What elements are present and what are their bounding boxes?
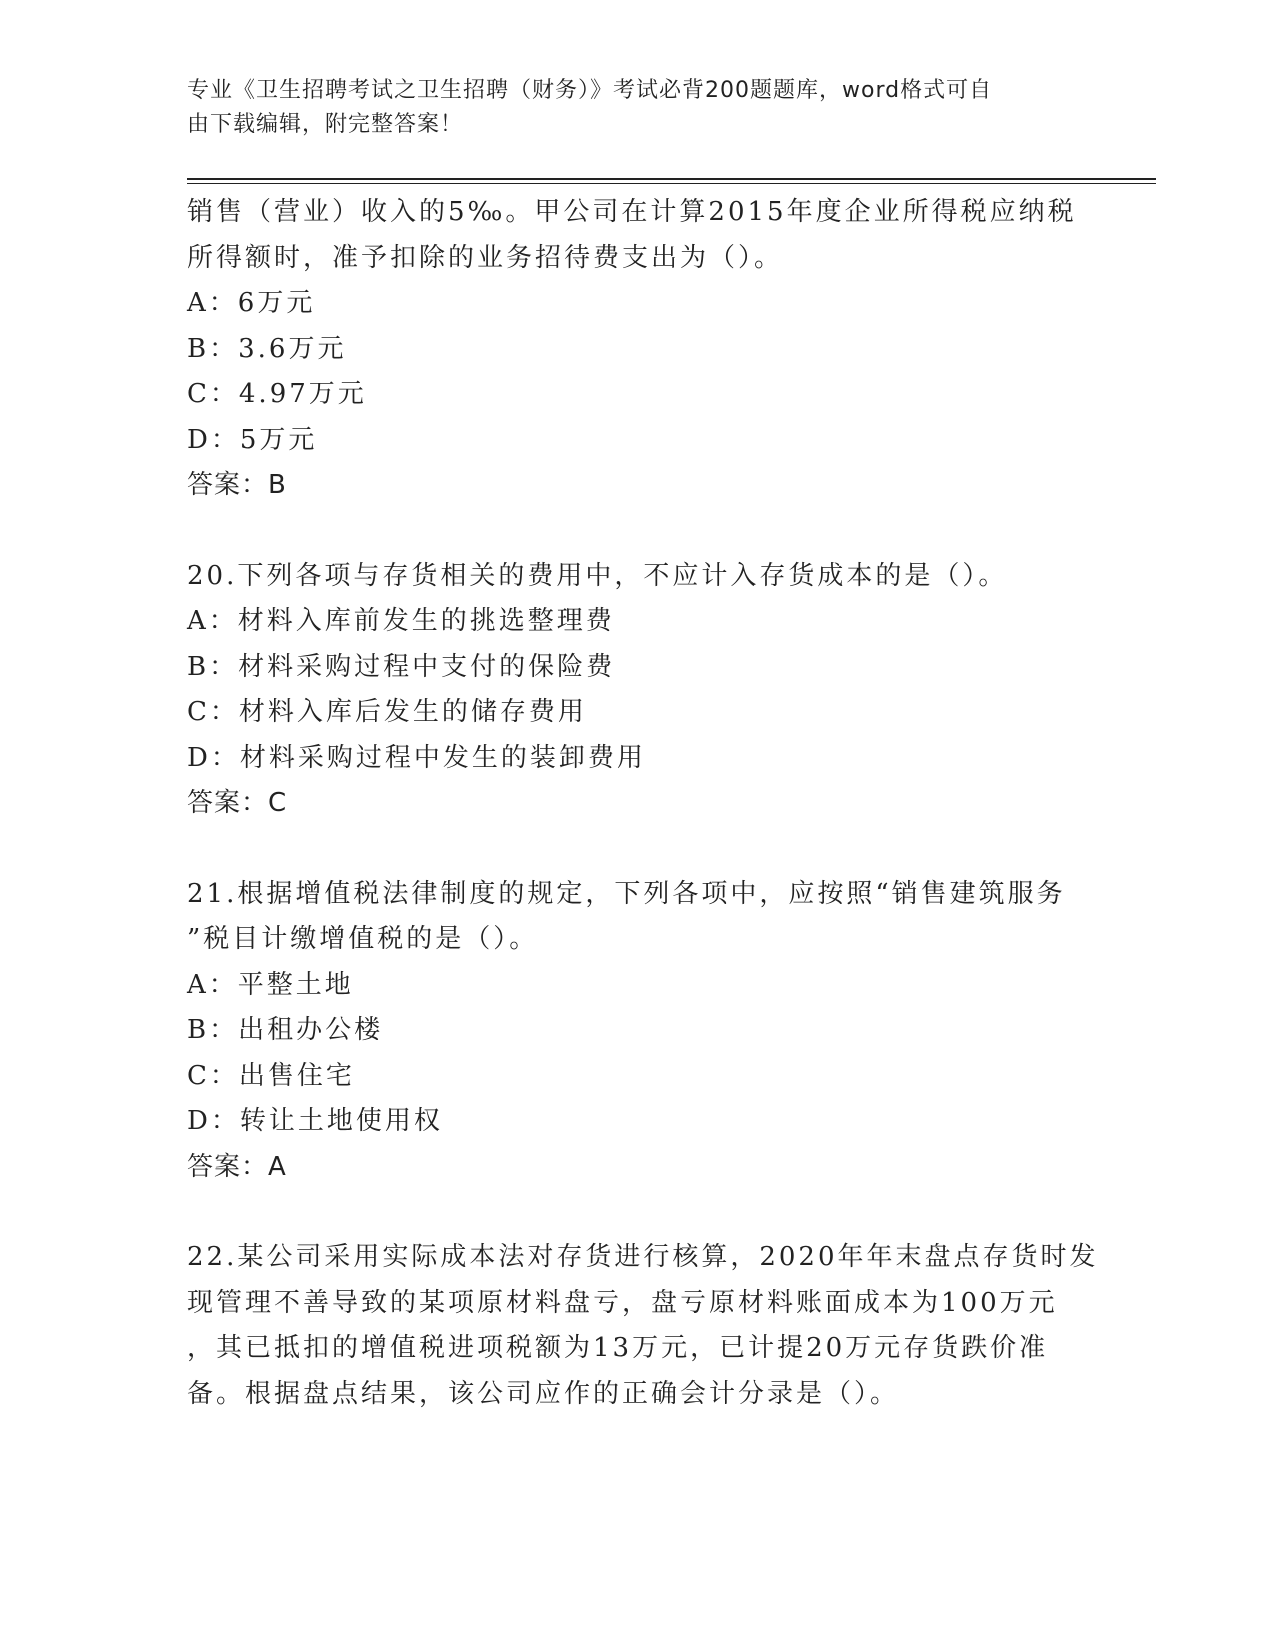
option-c: C：材料入库后发生的储存费用 [187, 697, 587, 727]
option-b: B：3.6万元 [187, 333, 347, 364]
question-stem-line: 备。根据盘点结果，该公司应作的正确会计分录是（）。 [187, 1378, 900, 1409]
option-d: D：5万元 [187, 424, 318, 455]
option-b: B：材料采购过程中支付的保险费 [187, 651, 616, 682]
option-c: C：出售住宅 [187, 1060, 355, 1091]
question-21 [187, 872, 1087, 1191]
answer-line: 答案：A [187, 1151, 287, 1182]
question-stem-line: 22.某公司采用实际成本法对存货进行核算，2020年年末盘点存货时发 [187, 1242, 1099, 1272]
header-divider-thin [187, 183, 1156, 184]
question-stem-line: 21.根据增值税法律制度的规定，下列各项中，应按照“销售建筑服务 [187, 878, 1066, 909]
header-divider-thick [187, 178, 1156, 180]
question-19 [187, 190, 1087, 509]
question-22 [187, 1235, 1099, 1417]
header-line-2: 由下载编辑，附完整答案！ [187, 112, 464, 137]
question-stem-line: ”税目计缴增值税的是（）。 [187, 924, 539, 954]
option-d: D：材料采购过程中发生的装卸费用 [187, 742, 646, 773]
question-stem-line: 所得额时，准予扣除的业务招待费支出为（）。 [187, 242, 784, 273]
option-b: B：出租办公楼 [187, 1015, 384, 1045]
option-a: A：平整土地 [187, 969, 354, 1000]
option-c: C：4.97万元 [187, 379, 367, 409]
question-20 [187, 554, 1087, 827]
question-stem-line: ，其已抵扣的增值税进项税额为13万元，已计提20万元存货跌价准 [187, 1333, 1049, 1363]
document-header [187, 74, 1067, 142]
option-a: A：材料入库前发生的挑选整理费 [187, 606, 615, 636]
question-list [187, 190, 1099, 1417]
answer-line: 答案：C [187, 788, 288, 818]
option-a: A：6万元 [187, 288, 316, 318]
question-stem-line: 20.下列各项与存货相关的费用中，不应计入存货成本的是（）。 [187, 560, 1008, 591]
option-d: D：转让土地使用权 [187, 1106, 443, 1136]
question-stem-line: 现管理不善导致的某项原材料盘亏，盘亏原材料账面成本为100万元 [187, 1287, 1058, 1318]
question-stem-line: 销售（营业）收入的5‰。甲公司在计算2015年度企业所得税应纳税 [187, 197, 1077, 227]
header-line-1: 专业《卫生招聘考试之卫生招聘（财务）》考试必背200题题库，word格式可自 [187, 78, 993, 103]
answer-line: 答案：B [187, 470, 287, 500]
